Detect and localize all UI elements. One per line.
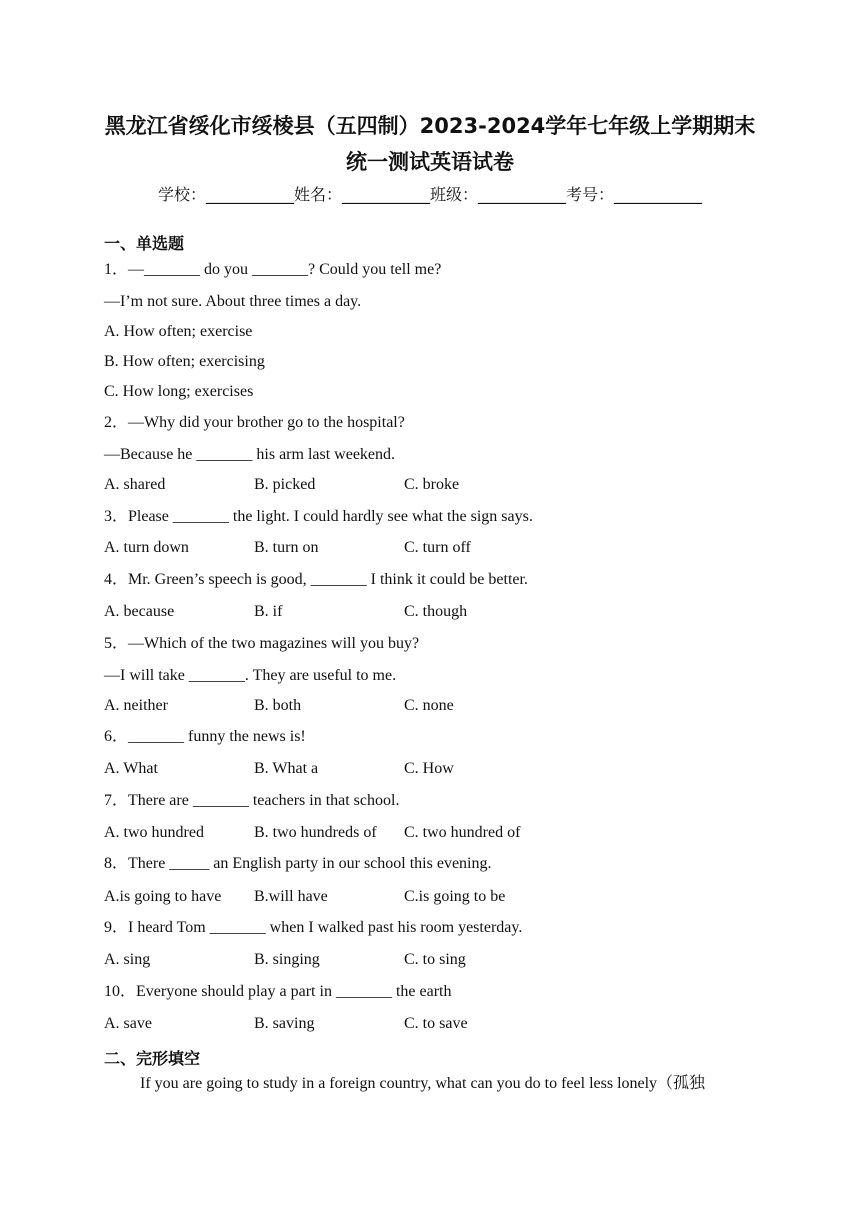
question-2-option-c: C. broke [404,476,460,493]
question-1-reply: —I’m not sure. About three times a day. [104,293,362,310]
section-heading-cloze: 二、完形填空 [104,1049,201,1068]
question-7-option-a: A. two hundred [104,824,204,841]
question-9-option-b: B. singing [254,951,320,968]
question-7-option-c: C. two hundred of [404,824,521,841]
question-8-option-b: B.will have [254,888,328,905]
question-2-stem: 2．—Why did your brother go to the hospital? [104,414,405,431]
question-5-reply: —I will take _______. They are useful to me. [104,667,397,684]
question-4-option-c: C. though [404,603,468,620]
question-1-option-a: A. How often; exercise [104,323,253,340]
question-9-stem: 9．I heard Tom _______ when I walked past his room yesterday. [104,919,523,936]
exam-title-line2: 统一测试英语试卷 [346,150,514,174]
question-5-option-c: C. none [404,697,454,714]
question-8-option-c: C.is going to be [404,888,506,905]
question-2-option-a: A. shared [104,476,166,493]
question-4-option-a: A. because [104,603,175,620]
question-7-stem: 7．There are _______ teachers in that school. [104,792,400,809]
question-5-option-a: A. neither [104,697,168,714]
question-4-option-b: B. if [254,603,283,620]
question-10-option-a: A. save [104,1015,152,1032]
question-1-stem: 1．—_______ do you _______? Could you tell me? [104,261,442,278]
question-6-option-a: A. What [104,760,158,777]
question-3-option-b: B. turn on [254,539,319,556]
question-8-stem: 8．There _____ an English party in our school this evening. [104,855,492,872]
section-heading-single-choice: 一、单选题 [104,234,185,253]
question-8-option-a: A.is going to have [104,888,222,905]
question-1-option-b: B. How often; exercising [104,353,265,370]
question-5-stem: 5．—Which of the two magazines will you buy? [104,635,420,652]
question-3-option-a: A. turn down [104,539,189,556]
question-2-option-b: B. picked [254,476,316,493]
exam-title-line1: 黑龙江省绥化市绥棱县（五四制）2023-2024学年七年级上学期期末 [104,114,756,138]
question-1-option-c: C. How long; exercises [104,383,254,400]
question-3-stem: 3．Please _______ the light. I could hardly see what the sign says. [104,508,533,525]
cloze-passage-start: If you are going to study in a foreign country, what can you do to feel less lonely（孤独 [140,1075,706,1092]
question-3-option-c: C. turn off [404,539,471,556]
question-6-option-c: C. How [404,760,454,777]
question-2-reply: —Because he _______ his arm last weekend. [104,446,396,463]
question-4-stem: 4．Mr. Green’s speech is good, _______ I think it could be better. [104,571,528,588]
question-7-option-b: B. two hundreds of [254,824,377,841]
question-5-option-b: B. both [254,697,302,714]
question-10-option-c: C. to save [404,1015,468,1032]
question-10-stem: 10．Everyone should play a part in _______ the earth [104,983,452,1000]
student-info-line: 学校：___________姓名：___________班级：___________考号：___________ [157,185,702,204]
question-6-stem: 6．_______ funny the news is! [104,728,306,745]
question-9-option-c: C. to sing [404,951,466,968]
question-9-option-a: A. sing [104,951,151,968]
question-6-option-b: B. What a [254,760,319,777]
question-10-option-b: B. saving [254,1015,315,1032]
